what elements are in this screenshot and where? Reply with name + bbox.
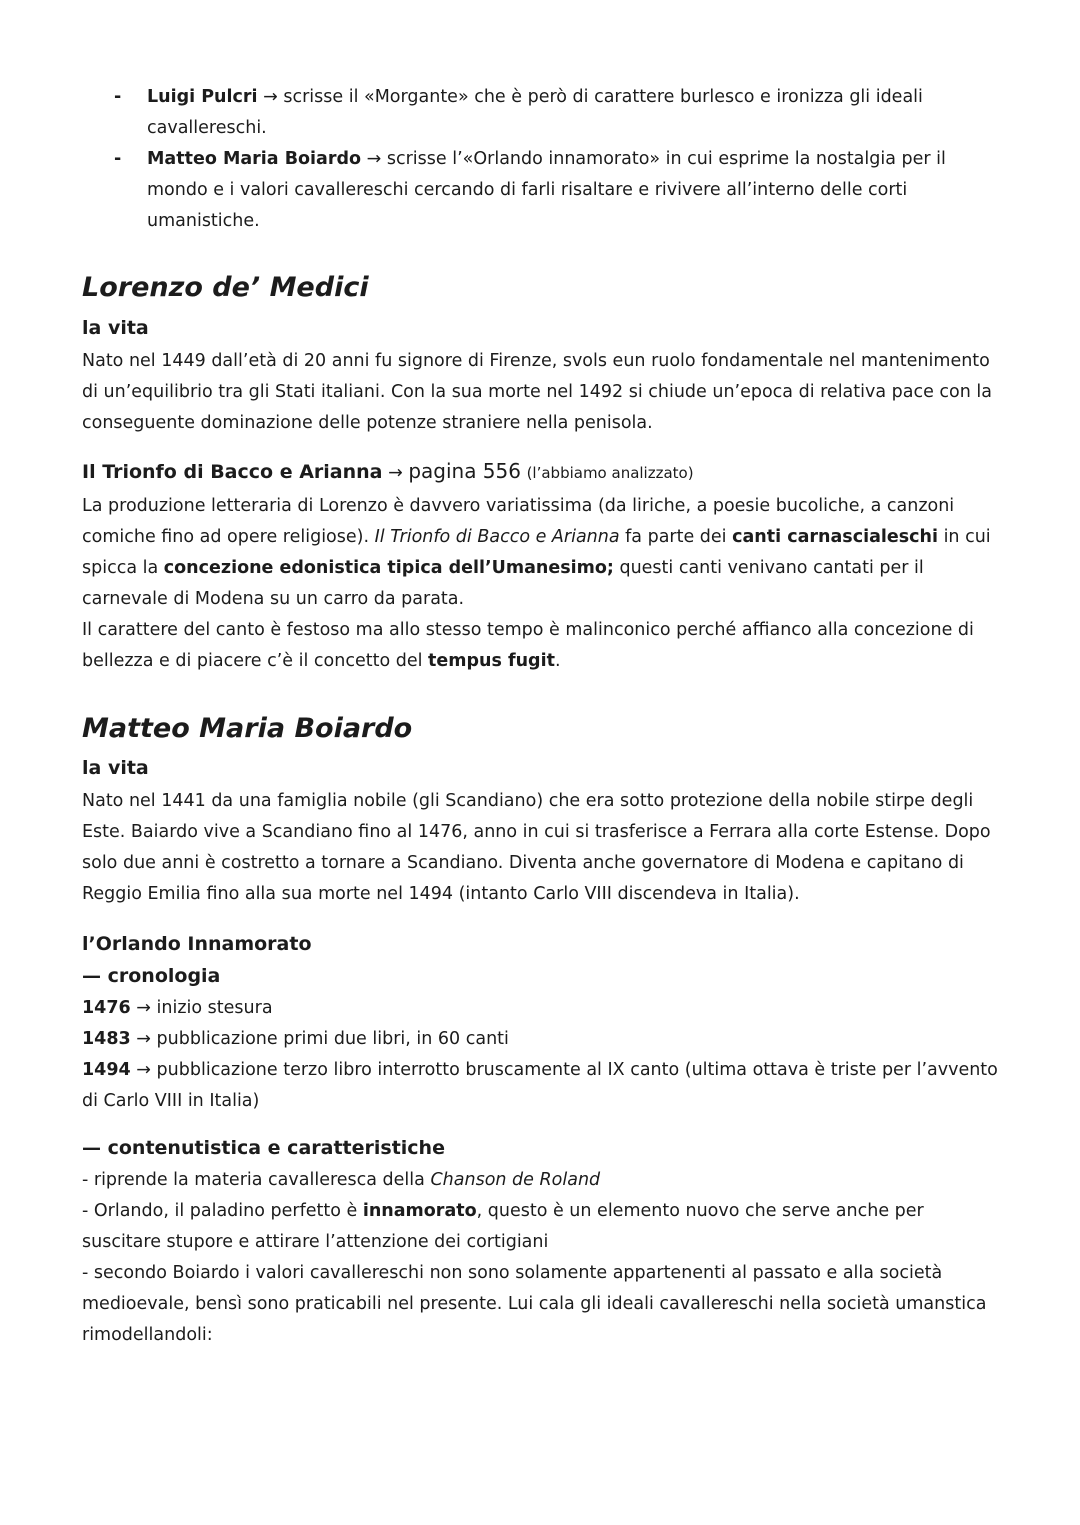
chronology-text: inizio stesura [156, 998, 273, 1018]
bullet-dash: - [114, 87, 122, 107]
chronology-list [82, 993, 1002, 1117]
bullet-dash: - [114, 149, 122, 169]
arrow: → [388, 463, 403, 483]
arrow: → [136, 998, 151, 1018]
text-run: La produzione letteraria di Lorenzo è davvero variatissima (da liriche, a poesie bucoliche, a canzoni comiche fino ad opere religiose). [82, 496, 955, 547]
page-reference: pagina 556 [408, 459, 521, 483]
paragraph-trionfo-1 [82, 491, 1002, 615]
text-run: - riprende la materia cavalleresca della [82, 1170, 431, 1190]
bold-term: canti carnascialeschi [732, 527, 938, 547]
chronology-text: pubblicazione terzo libro interrotto bruscamente al IX canto (ultima ottava è triste per l’avvento di Carlo VIII in Italia) [82, 1060, 998, 1111]
chronology-item [82, 1024, 1002, 1055]
arrow: → [136, 1029, 151, 1049]
bullet-item [82, 82, 1002, 144]
chronology-item [82, 993, 1002, 1024]
characteristic-item [82, 1165, 1002, 1196]
bullet-text: scrisse l’«Orlando innamorato» in cui esprime la nostalgia per il mondo e i valori cavallereschi cercando di farli risaltare e rivivere all’interno delle corti umanistiche. [147, 149, 946, 231]
arrow: → [136, 1060, 151, 1080]
paragraph-trionfo-2 [82, 615, 1002, 677]
subheading-trionfo-row [82, 456, 1002, 489]
text-run: - Orlando, il paladino perfetto è [82, 1201, 363, 1221]
bold-term: innamorato [362, 1201, 477, 1221]
text-run: questi canti venivano cantati per il carnevale di Modena su un carro da parata. [82, 558, 924, 609]
characteristic-item: - secondo Boiardo i valori cavallereschi non sono solamente appartenenti al passato e alla società medioevale, bensì sono praticabili nel presente. Lui cala gli ideali cavallereschi nella società umanstica rimodellandoli: [82, 1263, 987, 1345]
bold-term: concezione edonistica tipica dell’Umanesimo; [163, 558, 614, 578]
characteristic-item [82, 1196, 1002, 1258]
paragraph-boiardo-vita: Nato nel 1441 da una famiglia nobile (gli Scandiano) che era sotto protezione della nobile stirpe degli Este. Baiardo vive a Scandiano fino al 1476, anno in cui si trasferisce a Ferrara alla corte Estense. Dopo solo due anni è costretto a tornare a Scandiano. Diventa anche governatore di Modena e capitano di Reggio Emilia fino alla sua morte nel 1494 (intanto Carlo VIII discendeva in Italia). [82, 791, 991, 904]
bullet-author: Matteo Maria Boiardo [147, 149, 362, 169]
text-run: , questo è un elemento nuovo che serve anche per suscitare stupore e attirare l’attenzione dei cortigiani [82, 1201, 924, 1252]
bullet-item [82, 144, 1002, 237]
chronology-item [82, 1055, 1002, 1117]
bold-term: tempus fugit [428, 651, 555, 671]
note: (l’abbiamo analizzato) [526, 464, 694, 482]
subheading-orlando: l’Orlando Innamorato [82, 933, 312, 955]
arrow: → [366, 149, 382, 169]
characteristics-list [82, 1165, 1002, 1351]
subheading-vita: la vita [82, 317, 149, 339]
bullet-text: scrisse il «Morgante» che è però di carattere burlesco e ironizza gli ideali cavallereschi. [147, 87, 923, 138]
subheading-vita: la vita [82, 757, 149, 779]
chronology-year: 1476 [82, 998, 131, 1018]
italic-title: Chanson de Roland [430, 1170, 601, 1190]
section-title-lorenzo: Lorenzo de’ Medici [82, 272, 369, 303]
text-run: . [554, 651, 561, 671]
subheading-trionfo: Il Trionfo di Bacco e Arianna [82, 461, 383, 483]
text-run: fa parte dei [619, 527, 733, 547]
bullet-author: Luigi Pulcri [147, 87, 258, 107]
text-run: Il carattere del canto è festoso ma allo stesso tempo è malinconico perché affianco alla concezione di bellezza e di piacere c’è il concetto del [82, 620, 974, 671]
text-run: in cui spicca la [82, 527, 991, 578]
italic-title: Il Trionfo di Bacco e Arianna [374, 527, 620, 547]
bullet-list [82, 82, 1002, 237]
chronology-year: 1483 [82, 1029, 131, 1049]
subheading-cronologia: — cronologia [82, 965, 221, 987]
chronology-text: pubblicazione primi due libri, in 60 canti [156, 1029, 509, 1049]
arrow: → [263, 87, 278, 107]
chronology-year: 1494 [82, 1060, 131, 1080]
section-title-boiardo: Matteo Maria Boiardo [82, 713, 413, 744]
subheading-contenutistica: — contenutistica e caratteristiche [82, 1137, 445, 1159]
paragraph-lorenzo-vita: Nato nel 1449 dall’età di 20 anni fu signore di Firenze, svols eun ruolo fondamentale nel mantenimento di un’equilibrio tra gli Stati italiani. Con la sua morte nel 1492 si chiude un’epoca di relativa pace con la conseguente dominazione delle potenze straniere nella penisola. [82, 351, 992, 433]
